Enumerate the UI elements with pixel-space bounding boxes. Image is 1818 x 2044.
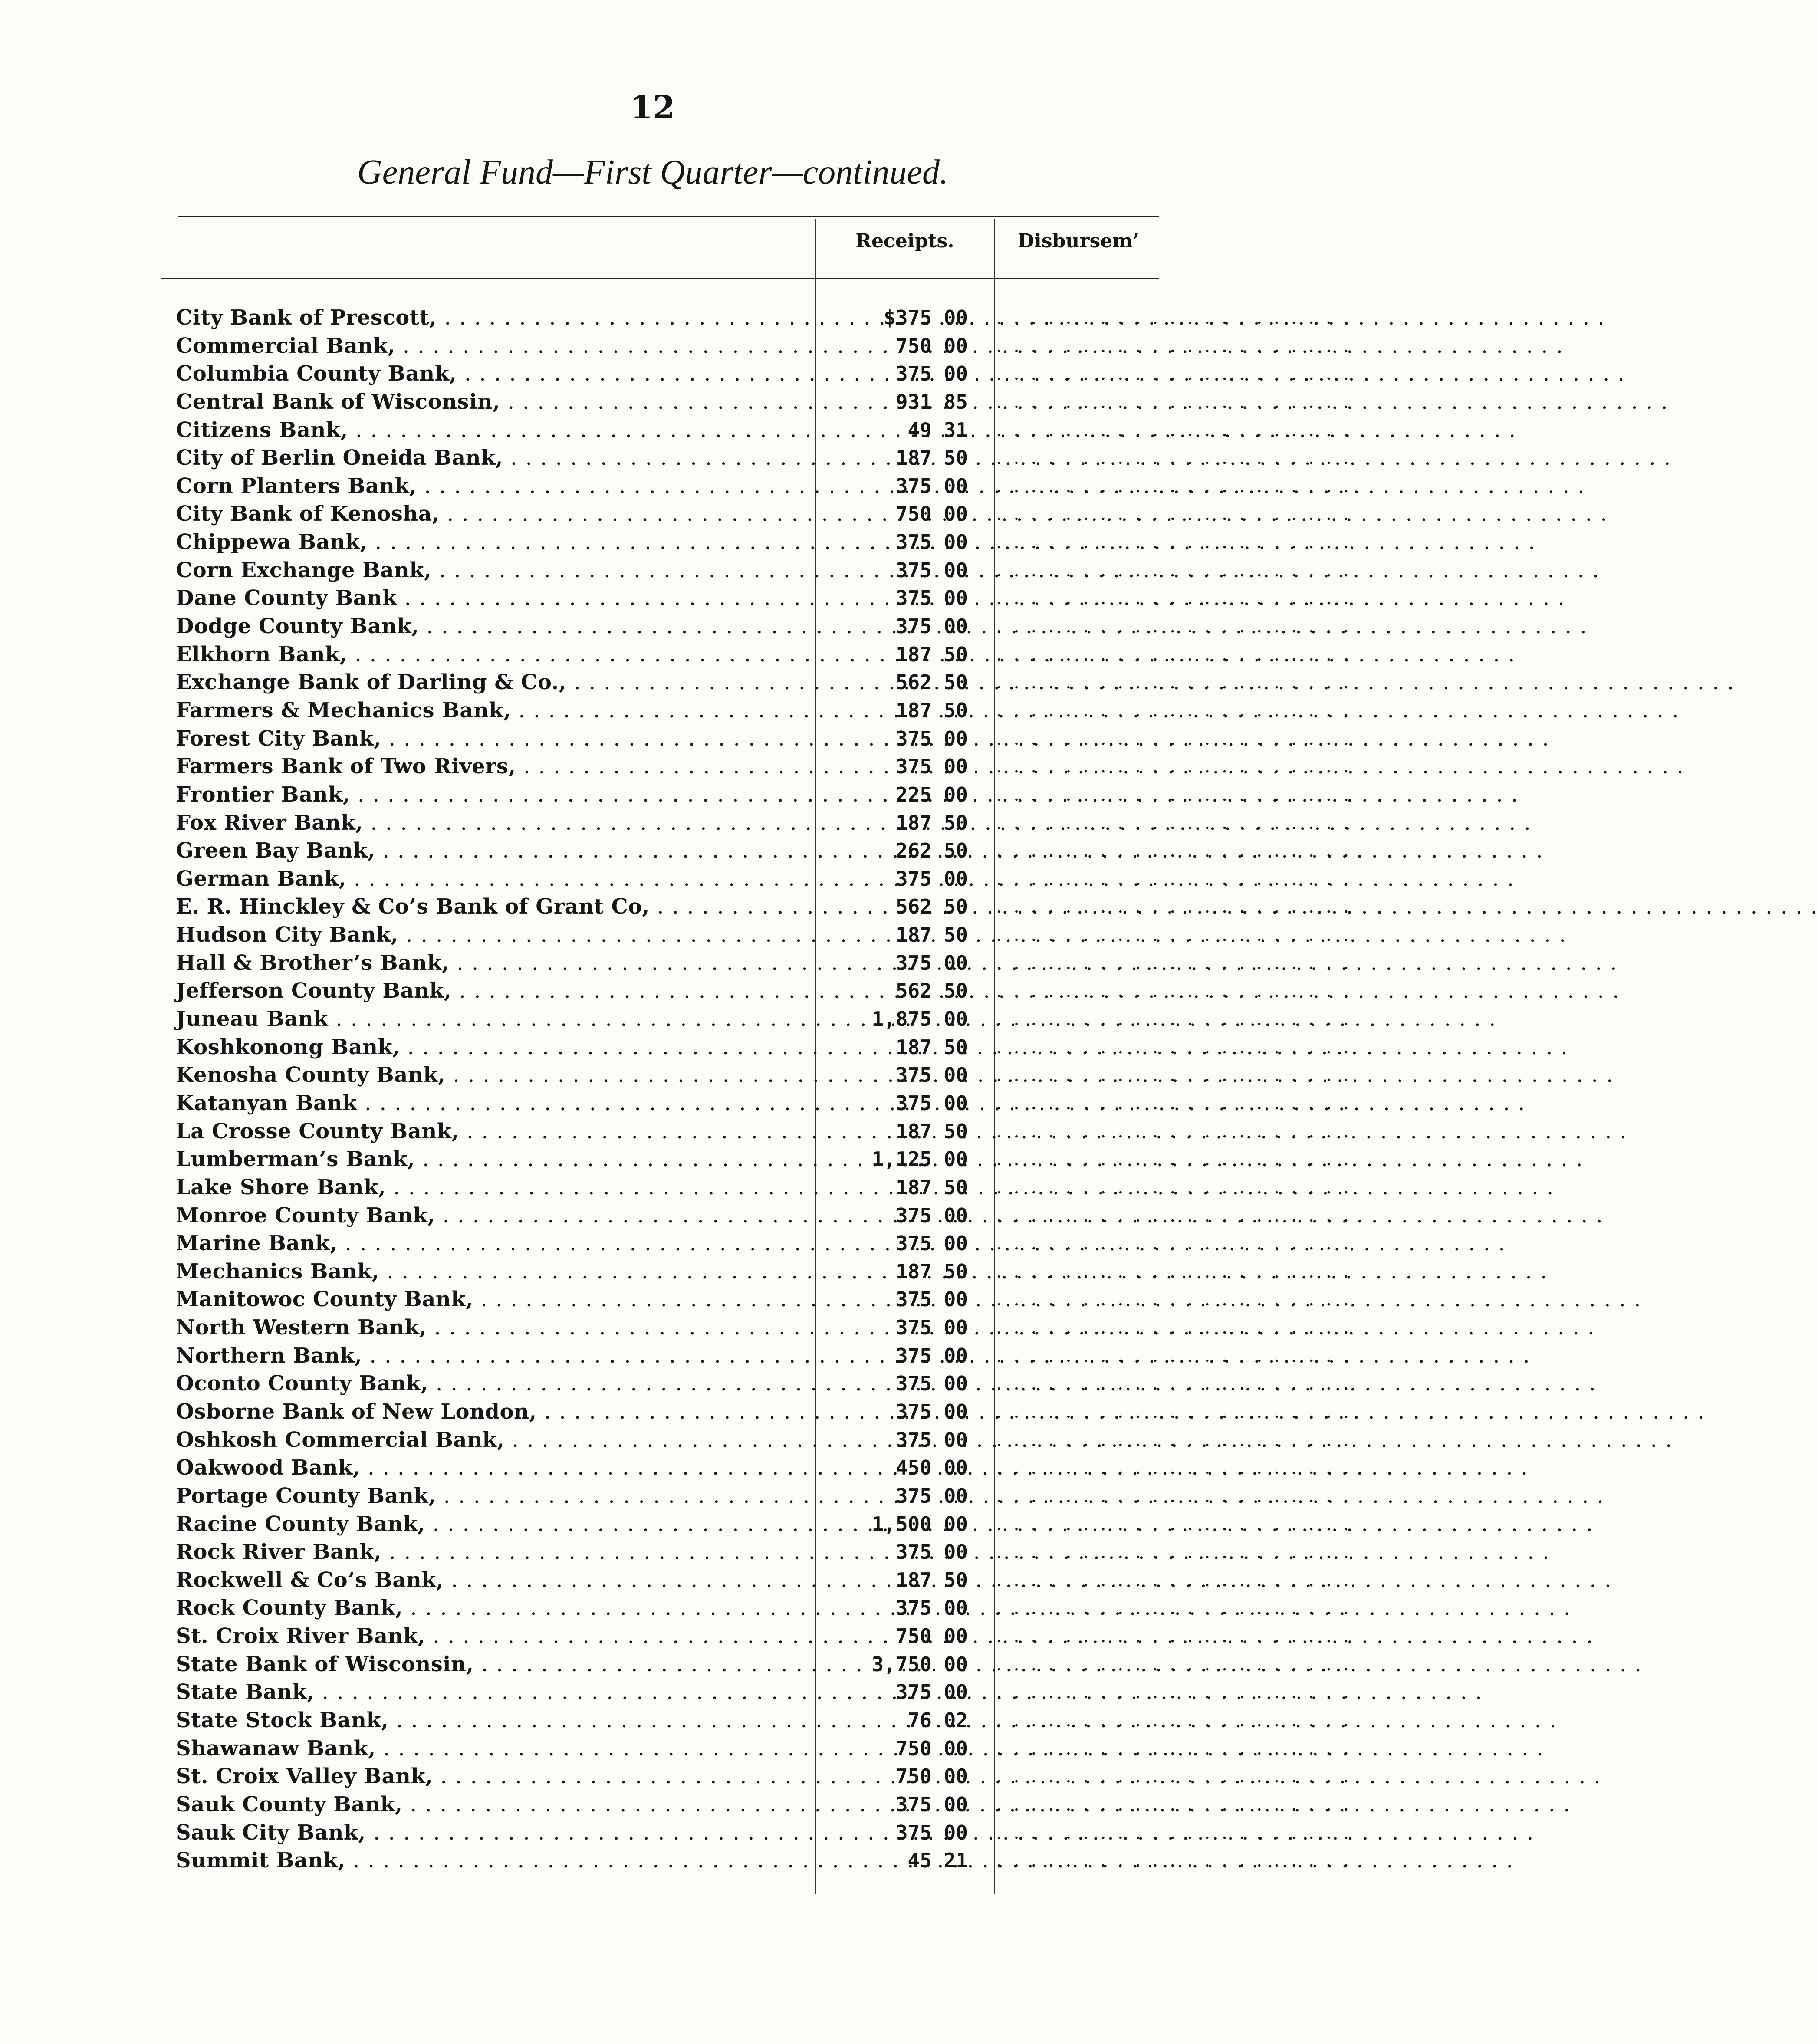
page-title-text: General Fund—First Quarter—continued. <box>357 153 949 191</box>
disbursement-leader-dots: . . . . . . . . . . . . . . . . . . . . . <box>996 1344 1352 1367</box>
receipts-amount: 375 00 <box>895 1288 968 1311</box>
ledger-row <box>169 1398 1352 1426</box>
disbursement-leader-dots: . . . . . . . . . . . . . . . . . . . . . <box>996 1204 1352 1226</box>
receipts-amount: 187 50 <box>895 1568 968 1592</box>
bank-name: Osborne Bank of New London, . . . <box>176 1398 801 1426</box>
ledger-row <box>169 1285 1352 1314</box>
receipts-amount: 187 50 <box>895 446 968 470</box>
receipts-amount: 562 50 <box>895 895 968 919</box>
bank-name: Dodge County Bank, . . . <box>176 612 801 641</box>
receipts-amount: 750 00 <box>895 1624 968 1648</box>
disbursements-column-header: Disbursem’ <box>1017 230 1140 252</box>
bank-name: Koshkonong Bank, . . . <box>176 1033 801 1061</box>
ledger-row <box>169 1145 1352 1173</box>
disbursement-leader-dots: . . . . . . . . . . . . . . . . . . . . . <box>996 587 1352 609</box>
bank-name: Green Bay Bank, . . . <box>176 837 801 865</box>
bank-name: Mechanics Bank, . . . <box>176 1258 801 1286</box>
disbursement-leader-dots: . . . . . . . . . . . . . . . . . . . . . <box>996 1653 1352 1675</box>
bank-name: Sauk County Bank, . . . <box>176 1791 801 1819</box>
bank-name: Forest City Bank, . . . <box>176 725 801 753</box>
receipts-amount: 375 00 <box>895 1091 968 1115</box>
bank-name: City Bank of Kenosha, . . . <box>176 500 801 528</box>
bank-name: Oakwood Bank, . . . <box>176 1454 801 1482</box>
disbursement-leader-dots: . . . . . . . . . . . . . . . . . . . . . <box>996 1849 1352 1872</box>
disbursement-leader-dots: . . . . . . . . . . . . . . . . . . . . . <box>996 1456 1352 1479</box>
receipts-amount: 1,125 00 <box>871 1147 968 1171</box>
disbursement-leader-dots: . . . . . . . . . . . . . . . . . . . . . <box>996 1681 1352 1703</box>
receipts-amount: 375 00 <box>895 1372 968 1396</box>
disbursement-leader-dots: . . . . . . . . . . . . . . . . . . . . . <box>996 503 1352 525</box>
title-rule <box>178 216 1159 217</box>
bank-name: Elkhorn Bank, . . . <box>176 641 801 669</box>
ledger-row <box>169 1314 1352 1342</box>
receipts-amount: 187 50 <box>895 1175 968 1199</box>
receipts-amount: 750 00 <box>895 1736 968 1760</box>
bank-name: State Stock Bank, . . . <box>176 1706 801 1735</box>
disbursement-leader-dots: . . . . . . . . . . . . . . . . . . . . . <box>996 418 1352 441</box>
disbursement-leader-dots: . . . . . . . . . . . . . . . . . . . . . <box>996 727 1352 749</box>
bank-name: Racine County Bank, . . . <box>176 1510 801 1538</box>
ledger-row <box>169 668 1352 697</box>
receipts-amount: 375 00 <box>895 726 968 750</box>
ledger-row <box>169 1426 1352 1454</box>
disbursement-leader-dots: . . . . . . . . . . . . . . . . . . . . . <box>996 979 1352 1002</box>
ledger-row <box>169 304 1352 332</box>
ledger-row <box>169 332 1352 360</box>
bank-name: Hall & Brother’s Bank, . . . <box>176 949 801 977</box>
disbursement-leader-dots: . . . . . . . . . . . . . . . . . . . . . <box>996 1064 1352 1086</box>
bank-name: Shawanaw Bank, . . . <box>176 1735 801 1763</box>
receipts-amount: 187 50 <box>895 1119 968 1143</box>
receipts-amount: 1,500 00 <box>871 1512 968 1536</box>
receipts-amount: 450 00 <box>895 1456 968 1480</box>
disbursement-leader-dots: . . . . . . . . . . . . . . . . . . . . . <box>996 671 1352 693</box>
ledger-row <box>169 556 1352 585</box>
receipts-amount: 375 00 <box>895 362 968 386</box>
bank-name: State Bank of Wisconsin, . . . <box>176 1650 801 1679</box>
disbursement-leader-dots: . . . . . . . . . . . . . . . . . . . . . <box>996 699 1352 721</box>
bank-name: Jefferson County Bank, . . . <box>176 977 801 1005</box>
bank-name: Commercial Bank, . . . <box>176 332 801 360</box>
ledger-row <box>169 1706 1352 1735</box>
receipts-amount: 375 00 <box>895 1400 968 1423</box>
ledger-row <box>169 1173 1352 1202</box>
receipts-amount: 562 50 <box>895 979 968 1003</box>
bank-name: Kenosha County Bank, . . . <box>176 1061 801 1089</box>
bank-name: Northern Bank, . . . <box>176 1342 801 1370</box>
disbursement-leader-dots: . . . . . . . . . . . . . . . . . . . . . <box>996 1765 1352 1788</box>
disbursement-leader-dots: . . . . . . . . . . . . . . . . . . . . . <box>996 1400 1352 1423</box>
ledger-row <box>169 1370 1352 1398</box>
ledger-row <box>169 1791 1352 1819</box>
bank-name: Farmers & Mechanics Bank, . . . <box>176 697 801 725</box>
ledger-row <box>169 837 1352 865</box>
disbursement-leader-dots: . . . . . . . . . . . . . . . . . . . . . <box>996 1428 1352 1451</box>
bank-name: Chippewa Bank, . . . <box>176 528 801 556</box>
ledger-row <box>169 1061 1352 1089</box>
disbursement-leader-dots: . . . . . . . . . . . . . . . . . . . . . <box>996 334 1352 357</box>
disbursement-leader-dots: . . . . . . . . . . . . . . . . . . . . . <box>996 811 1352 834</box>
bank-name: Rockwell & Co’s Bank, . . . <box>176 1566 801 1594</box>
ledger-row <box>169 1202 1352 1230</box>
bank-name: La Crosse County Bank, . . . <box>176 1117 801 1146</box>
ledger-row <box>169 977 1352 1005</box>
disbursement-leader-dots: . . . . . . . . . . . . . . . . . . . . . <box>996 1737 1352 1759</box>
receipts-amount: 375 00 <box>895 1792 968 1816</box>
header-rule <box>161 278 1159 279</box>
disbursement-leader-dots: . . . . . . . . . . . . . . . . . . . . . <box>996 867 1352 890</box>
ledger-table <box>169 304 1352 1875</box>
ledger-row <box>169 753 1352 781</box>
ledger-row <box>169 697 1352 725</box>
receipts-amount: 375 00 <box>895 1821 968 1844</box>
receipts-amount: 375 00 <box>895 1063 968 1087</box>
ledger-row <box>169 584 1352 612</box>
disbursement-leader-dots: . . . . . . . . . . . . . . . . . . . . . <box>996 1260 1352 1282</box>
disbursement-leader-dots: . . . . . . . . . . . . . . . . . . . . . <box>996 643 1352 665</box>
ledger-row <box>169 612 1352 641</box>
receipts-amount: 375 00 <box>895 1232 968 1255</box>
bank-name: Corn Planters Bank, . . . <box>176 472 801 500</box>
bank-name: Rock River Bank, . . . <box>176 1538 801 1566</box>
receipts-amount: 187 50 <box>895 1259 968 1283</box>
ledger-row <box>169 921 1352 949</box>
ledger-row <box>169 781 1352 809</box>
receipts-amount: 3,750 00 <box>871 1652 968 1676</box>
bank-name: Manitowoc County Bank, . . . <box>176 1285 801 1314</box>
bank-name: Oshkosh Commercial Bank, . . . <box>176 1426 801 1454</box>
disbursement-leader-dots: . . . . . . . . . . . . . . . . . . . . . <box>996 923 1352 946</box>
receipts-amount: 187 50 <box>895 642 968 666</box>
ledger-row <box>169 1566 1352 1594</box>
bank-name: North Western Bank, . . . <box>176 1314 801 1342</box>
bank-name: Marine Bank, . . . <box>176 1229 801 1258</box>
disbursement-leader-dots: . . . . . . . . . . . . . . . . . . . . . <box>996 1288 1352 1311</box>
bank-name: Lake Shore Bank, . . . <box>176 1173 801 1202</box>
ledger-row <box>169 1510 1352 1538</box>
disbursement-leader-dots: . . . . . . . . . . . . . . . . . . . . . <box>996 1484 1352 1507</box>
bank-name: Monroe County Bank, . . . <box>176 1202 801 1230</box>
receipts-amount: 375 00 <box>895 755 968 779</box>
ledger-row <box>169 1117 1352 1146</box>
bank-name: City Bank of Prescott, . . . <box>176 304 801 332</box>
disbursement-leader-dots: . . . . . . . . . . . . . . . . . . . . . <box>996 755 1352 778</box>
bank-name: Rock County Bank, . . . <box>176 1594 801 1622</box>
receipts-amount: 375 00 <box>895 1428 968 1452</box>
bank-name: Fox River Bank, . . . <box>176 809 801 837</box>
disbursement-leader-dots: . . . . . . . . . . . . . . . . . . . . . <box>996 390 1352 413</box>
receipts-amount: 375 00 <box>895 530 968 554</box>
receipts-amount: 931 85 <box>895 390 968 414</box>
disbursement-leader-dots: . . . . . . . . . . . . . . . . . . . . . <box>996 783 1352 805</box>
ledger-row <box>169 1258 1352 1286</box>
ledger-row <box>169 416 1352 444</box>
ledger-row <box>169 1005 1352 1033</box>
ledger-row <box>169 1229 1352 1258</box>
receipts-amount: 750 00 <box>895 502 968 526</box>
ledger-row <box>169 472 1352 500</box>
disbursement-leader-dots: . . . . . . . . . . . . . . . . . . . . . <box>996 839 1352 862</box>
ledger-row <box>169 1454 1352 1482</box>
bank-name: Exchange Bank of Darling & Co., . . . <box>176 668 801 697</box>
bank-name: Lumberman’s Bank, . . . <box>176 1145 801 1173</box>
bank-name: Sauk City Bank, . . . <box>176 1819 801 1847</box>
receipts-amount: 262 50 <box>895 839 968 863</box>
ledger-row <box>169 1033 1352 1061</box>
receipts-amount: 750 00 <box>895 334 968 358</box>
receipts-amount: 76 02 <box>907 1709 968 1732</box>
ledger-row <box>169 388 1352 416</box>
bank-name: Hudson City Bank, . . . <box>176 921 801 949</box>
ledger-row <box>169 444 1352 472</box>
receipts-amount: 375 00 <box>895 867 968 891</box>
receipts-amount: 187 50 <box>895 1035 968 1059</box>
receipts-amount: 375 00 <box>895 1316 968 1340</box>
ledger-row <box>169 500 1352 528</box>
receipts-amount: 45 21 <box>907 1849 968 1873</box>
ledger-row <box>169 1594 1352 1622</box>
disbursement-leader-dots: . . . . . . . . . . . . . . . . . . . . . <box>996 1709 1352 1732</box>
bank-name: State Bank, . . . <box>176 1678 801 1706</box>
disbursement-leader-dots: . . . . . . . . . . . . . . . . . . . . . <box>996 1793 1352 1815</box>
disbursement-leader-dots: . . . . . . . . . . . . . . . . . . . . . <box>996 1008 1352 1030</box>
ledger-row <box>169 641 1352 669</box>
ledger-row <box>169 1819 1352 1847</box>
receipts-amount: 375 00 <box>895 474 968 498</box>
bank-name: Central Bank of Wisconsin, . . . <box>176 388 801 416</box>
disbursement-leader-dots: . . . . . . . . . . . . . . . . . . . . . <box>996 474 1352 497</box>
bank-name: Oconto County Bank, . . . <box>176 1370 801 1398</box>
disbursement-leader-dots: . . . . . . . . . . . . . . . . . . . . . <box>996 559 1352 581</box>
disbursement-leader-dots: . . . . . . . . . . . . . . . . . . . . . <box>996 1821 1352 1844</box>
bank-name: Corn Exchange Bank, . . . <box>176 556 801 585</box>
receipts-amount: 375 00 <box>895 615 968 638</box>
bank-name: Juneau Bank . . . <box>176 1005 801 1033</box>
receipts-amount: 49 31 <box>907 418 968 442</box>
disbursement-leader-dots: . . . . . . . . . . . . . . . . . . . . . <box>996 306 1352 329</box>
receipts-amount: 375 00 <box>895 1540 968 1564</box>
bank-name: Katanyan Bank . . . <box>176 1089 801 1117</box>
receipts-amount: 225 00 <box>895 782 968 806</box>
bank-name: Summit Bank, . . . <box>176 1847 801 1875</box>
ledger-row <box>169 865 1352 893</box>
bank-name: E. R. Hinckley & Co’s Bank of Grant Co, . . . <box>176 893 801 921</box>
ledger-row <box>169 360 1352 388</box>
ledger-row <box>169 893 1352 921</box>
disbursement-leader-dots: . . . . . . . . . . . . . . . . . . . . . <box>996 362 1352 385</box>
disbursement-leader-dots: . . . . . . . . . . . . . . . . . . . . . <box>996 1120 1352 1142</box>
receipts-amount: 187 50 <box>895 698 968 722</box>
ledger-row <box>169 725 1352 753</box>
ledger-row <box>169 1762 1352 1791</box>
ledger-row <box>169 1342 1352 1370</box>
ledger-row <box>169 1482 1352 1510</box>
disbursement-leader-dots: . . . . . . . . . . . . . . . . . . . . . <box>996 1512 1352 1535</box>
disbursement-leader-dots: . . . . . . . . . . . . . . . . . . . . . <box>996 531 1352 553</box>
disbursement-leader-dots: . . . . . . . . . . . . . . . . . . . . . <box>996 1176 1352 1198</box>
disbursement-leader-dots: . . . . . . . . . . . . . . . . . . . . . <box>996 1316 1352 1339</box>
bank-name: St. Croix Valley Bank, . . . <box>176 1762 801 1791</box>
receipts-amount: 187 50 <box>895 923 968 947</box>
receipts-amount: 375 00 <box>895 1596 968 1620</box>
receipts-amount: 375 00 <box>895 558 968 582</box>
receipts-amount: 1,875 00 <box>871 1007 968 1031</box>
receipts-amount: 375 00 <box>895 1680 968 1704</box>
ledger-row <box>169 1650 1352 1679</box>
receipts-amount: 187 50 <box>895 811 968 835</box>
ledger-row <box>169 1678 1352 1706</box>
page-title <box>0 153 1305 192</box>
receipts-amount: $375 00 <box>884 306 968 329</box>
bank-name: City of Berlin Oneida Bank, . . . <box>176 444 801 472</box>
ledger-row <box>169 949 1352 977</box>
receipts-amount: 375 00 <box>895 1344 968 1367</box>
page-number: 12 <box>630 89 675 126</box>
disbursement-leader-dots: . . . . . . . . . . . . . . . . . . . . . <box>996 951 1352 974</box>
disbursement-leader-dots: . . . . . . . . . . . . . . . . . . . . . <box>996 1597 1352 1619</box>
bank-name: Columbia County Bank, . . . <box>176 360 801 388</box>
bank-name: Citizens Bank, . . . <box>176 416 801 444</box>
receipts-amount: 375 00 <box>895 951 968 975</box>
disbursement-leader-dots: . . . . . . . . . . . . . . . . . . . . . <box>996 1035 1352 1058</box>
disbursement-leader-dots: . . . . . . . . . . . . . . . . . . . . . <box>996 1232 1352 1255</box>
bank-name: German Bank, . . . <box>176 865 801 893</box>
disbursement-leader-dots: . . . . . . . . . . . . . . . . . . . . . <box>996 1148 1352 1170</box>
ledger-row <box>169 809 1352 837</box>
disbursement-leader-dots: . . . . . . . . . . . . . . . . . . . . . <box>996 1541 1352 1563</box>
bank-name: Frontier Bank, . . . <box>176 781 801 809</box>
disbursement-leader-dots: . . . . . . . . . . . . . . . . . . . . . <box>996 447 1352 469</box>
disbursement-leader-dots: . . . . . . . . . . . . . . . . . . . . . <box>996 1372 1352 1395</box>
bank-name: Farmers Bank of Two Rivers, . . . <box>176 753 801 781</box>
receipts-amount: 375 00 <box>895 1484 968 1508</box>
disbursement-leader-dots: . . . . . . . . . . . . . . . . . . . . . <box>996 1625 1352 1647</box>
receipts-amount: 375 00 <box>895 586 968 610</box>
ledger-row <box>169 1538 1352 1566</box>
receipts-amount: 562 50 <box>895 670 968 694</box>
receipts-amount: 750 00 <box>895 1765 968 1788</box>
receipts-column-header: Receipts. <box>855 230 954 252</box>
ledger-row <box>169 1622 1352 1650</box>
receipts-amount: 375 00 <box>895 1203 968 1227</box>
disbursement-leader-dots: . . . . . . . . . . . . . . . . . . . . . <box>996 1091 1352 1114</box>
ledger-row <box>169 528 1352 556</box>
ledger-row <box>169 1089 1352 1117</box>
bank-name: St. Croix River Bank, . . . <box>176 1622 801 1650</box>
ledger-row <box>169 1847 1352 1875</box>
bank-name: Portage County Bank, . . . <box>176 1482 801 1510</box>
ledger-row <box>169 1735 1352 1763</box>
disbursement-leader-dots: . . . . . . . . . . . . . . . . . . . . . <box>996 1568 1352 1591</box>
bank-name: Dane County Bank . . . <box>176 584 801 612</box>
disbursement-leader-dots: . . . . . . . . . . . . . . . . . . . . . <box>996 895 1352 918</box>
disbursement-leader-dots: . . . . . . . . . . . . . . . . . . . . . <box>996 615 1352 638</box>
